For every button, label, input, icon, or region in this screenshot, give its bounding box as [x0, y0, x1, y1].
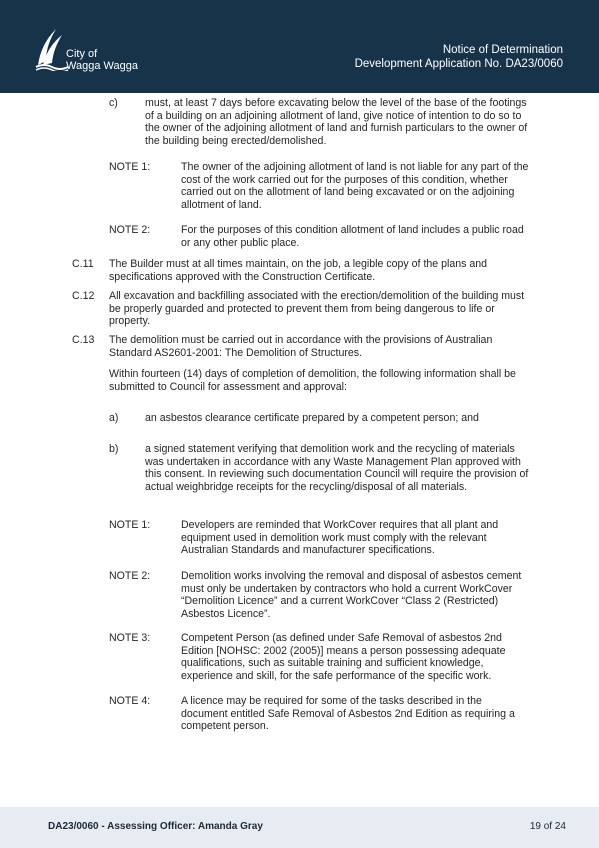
header-title-block	[355, 43, 563, 71]
header-title: Notice of Determination	[442, 44, 563, 56]
note-4-text: A licence may be required for some of the tasks described in the document entitled Safe Removal of Asbestos 2nd Edition as requiring a competent person.	[181, 695, 515, 733]
page-number: 19 of 24	[529, 821, 566, 832]
note-1b-text: Developers are reminded that WorkCover requires that all plant and equipment used in demolition work must comply with the relevant Australian Standards and manufacturer specifications.	[181, 519, 499, 557]
item-b-text: a signed statement verifying that demolition work and the recycling of materials was undertaken in accordance with any Waste Management Plan approved with this consent. In reviewing such documentation Council will require the provision of actual weighbridge receipts for the recycling/disposal of all materials.	[145, 443, 529, 494]
city-logo-icon	[34, 25, 70, 71]
item-b-label: b)	[109, 443, 119, 455]
note-3-text: Competent Person (as defined under Safe Removal of asbestos 2nd Edition [NOHSC: 2002 (2005)] means a person possessing adequate qualifications, such as suitable training and sufficient knowledge, experience and skill, for the safe performance of the specific work.	[181, 632, 506, 683]
header-subtitle: Development Application No. DA23/0060	[354, 58, 563, 70]
page-header	[0, 0, 599, 93]
logo-wordmark	[66, 48, 138, 72]
condition-c11-text: The Builder must at all times maintain, on the job, a legible copy of the plans and specifications approved with the Construction Certificate.	[109, 258, 488, 283]
note-2a-label: NOTE 2:	[109, 224, 151, 236]
condition-c13-text: The demolition must be carried out in accordance with the provisions of Australian Standard AS2601-2001: The Demolition of Structures.	[109, 334, 493, 359]
note-2b-text: Demolition works involving the removal and disposal of asbestos cement must only be undertaken by contractors who hold a current WorkCover “Demolition Licence” and a current WorkCover “Class 2 (Restricted) Asbestos Licence”.	[181, 570, 522, 621]
item-c-label: c)	[109, 97, 118, 109]
condition-c13-paragraph: Within fourteen (14) days of completion of demolition, the following information shall be submitted to Council for assessment and approval:	[109, 368, 516, 393]
note-4-label: NOTE 4:	[109, 695, 151, 707]
item-a-text: an asbestos clearance certificate prepared by a competent person; and	[145, 412, 479, 424]
note-3-label: NOTE 3:	[109, 632, 151, 644]
note-2b-label: NOTE 2:	[109, 570, 151, 582]
condition-c12-label: C.12	[72, 290, 95, 302]
condition-c13-label: C.13	[72, 334, 95, 346]
condition-c11-label: C.11	[72, 258, 94, 270]
item-a-label: a)	[109, 412, 119, 424]
footer-reference: DA23/0060 - Assessing Officer: Amanda Gray	[48, 821, 263, 832]
condition-c12-text: All excavation and backfilling associated with the erection/demolition of the building must be properly guarded and protected to prevent them from being dangerous to life or property.	[109, 290, 525, 328]
note-1a-label: NOTE 1:	[109, 161, 151, 173]
logo-line-1: City of	[66, 48, 98, 60]
note-1a-text: The owner of the adjoining allotment of land is not liable for any part of the cost of the work carried out for the purposes of this condition, whether carried out on the allotment of land being excavated or on the adjoining allotment of land.	[181, 161, 529, 212]
note-2a-text: For the purposes of this condition allotment of land includes a public road or any other public place.	[181, 224, 524, 249]
item-c-text: must, at least 7 days before excavating below the level of the base of the footings of a building on an adjoining allotment of land, give notice of intention to do so to the owner of the adjoining allotment of land and furnish particulars to the owner of the building being erected/demolished.	[145, 97, 528, 148]
note-1b-label: NOTE 1:	[109, 519, 151, 531]
logo-line-2: Wagga Wagga	[66, 60, 138, 72]
